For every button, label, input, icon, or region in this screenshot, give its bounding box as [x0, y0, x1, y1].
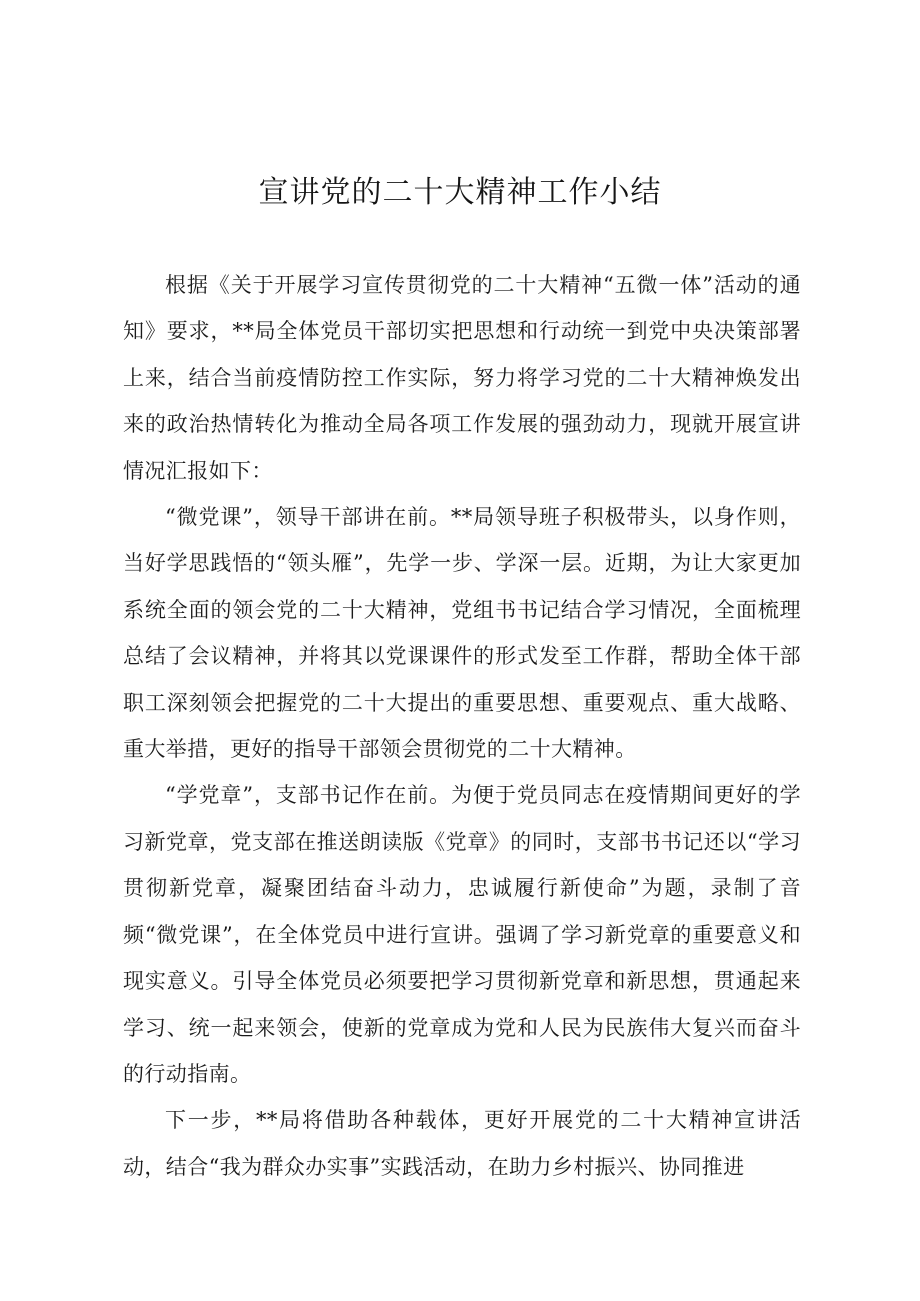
document-body [123, 262, 801, 1190]
document-title: 宣讲党的二十大精神工作小结 [258, 175, 662, 210]
paragraph-micro-lecture: “微党课”，领导干部讲在前。**局领导班子积极带头，以身作则，当好学思践悟的“领头雁”，先学一步、学深一层。近期，为让大家更加系统全面的领会党的二十大精神，党组书书记结合学习情况，全面梳理总结了会议精神，并将其以党课课件的形式发至工作群，帮助全体干部职工深刻领会把握党的二十大提出的重要思想、重要观点、重大战略、重大举措，更好的指导干部领会贯彻党的二十大精神。 [123, 505, 801, 762]
paragraph-next-steps: 下一步，**局将借助各种载体，更好开展党的二十大精神宣讲活动，结合“我为群众办实事”实践活动，在助力乡村振兴、协同推进 [123, 1108, 801, 1179]
paragraph-party-constitution: “学党章”，支部书记作在前。为便于党员同志在疫情期间更好的学习新党章，党支部在推送朗读版《党章》的同时，支部书书记还以“学习贯彻新党章，凝聚团结奋斗动力，忠诚履行新使命”为题，录制了音频“微党课”，在全体党员中进行宣讲。强调了学习新党章的重要意义和现实意义。引导全体党员必须要把学习贯彻新党章和新思想，贯通起来学习、统一起来领会，使新的党章成为党和人民为民族伟大复兴而奋斗的行动指南。 [123, 783, 801, 1086]
paragraph-intro: 根据《关于开展学习宣传贯彻党的二十大精神“五微一体”活动的通知》要求，**局全体党员干部切实把思想和行动统一到党中央决策部署上来，结合当前疫情防控工作实际，努力将学习党的二十大精神焕发出来的政治热情转化为推动全局各项工作发展的强劲动力，现就开展宣讲情况汇报如下： [123, 273, 801, 483]
